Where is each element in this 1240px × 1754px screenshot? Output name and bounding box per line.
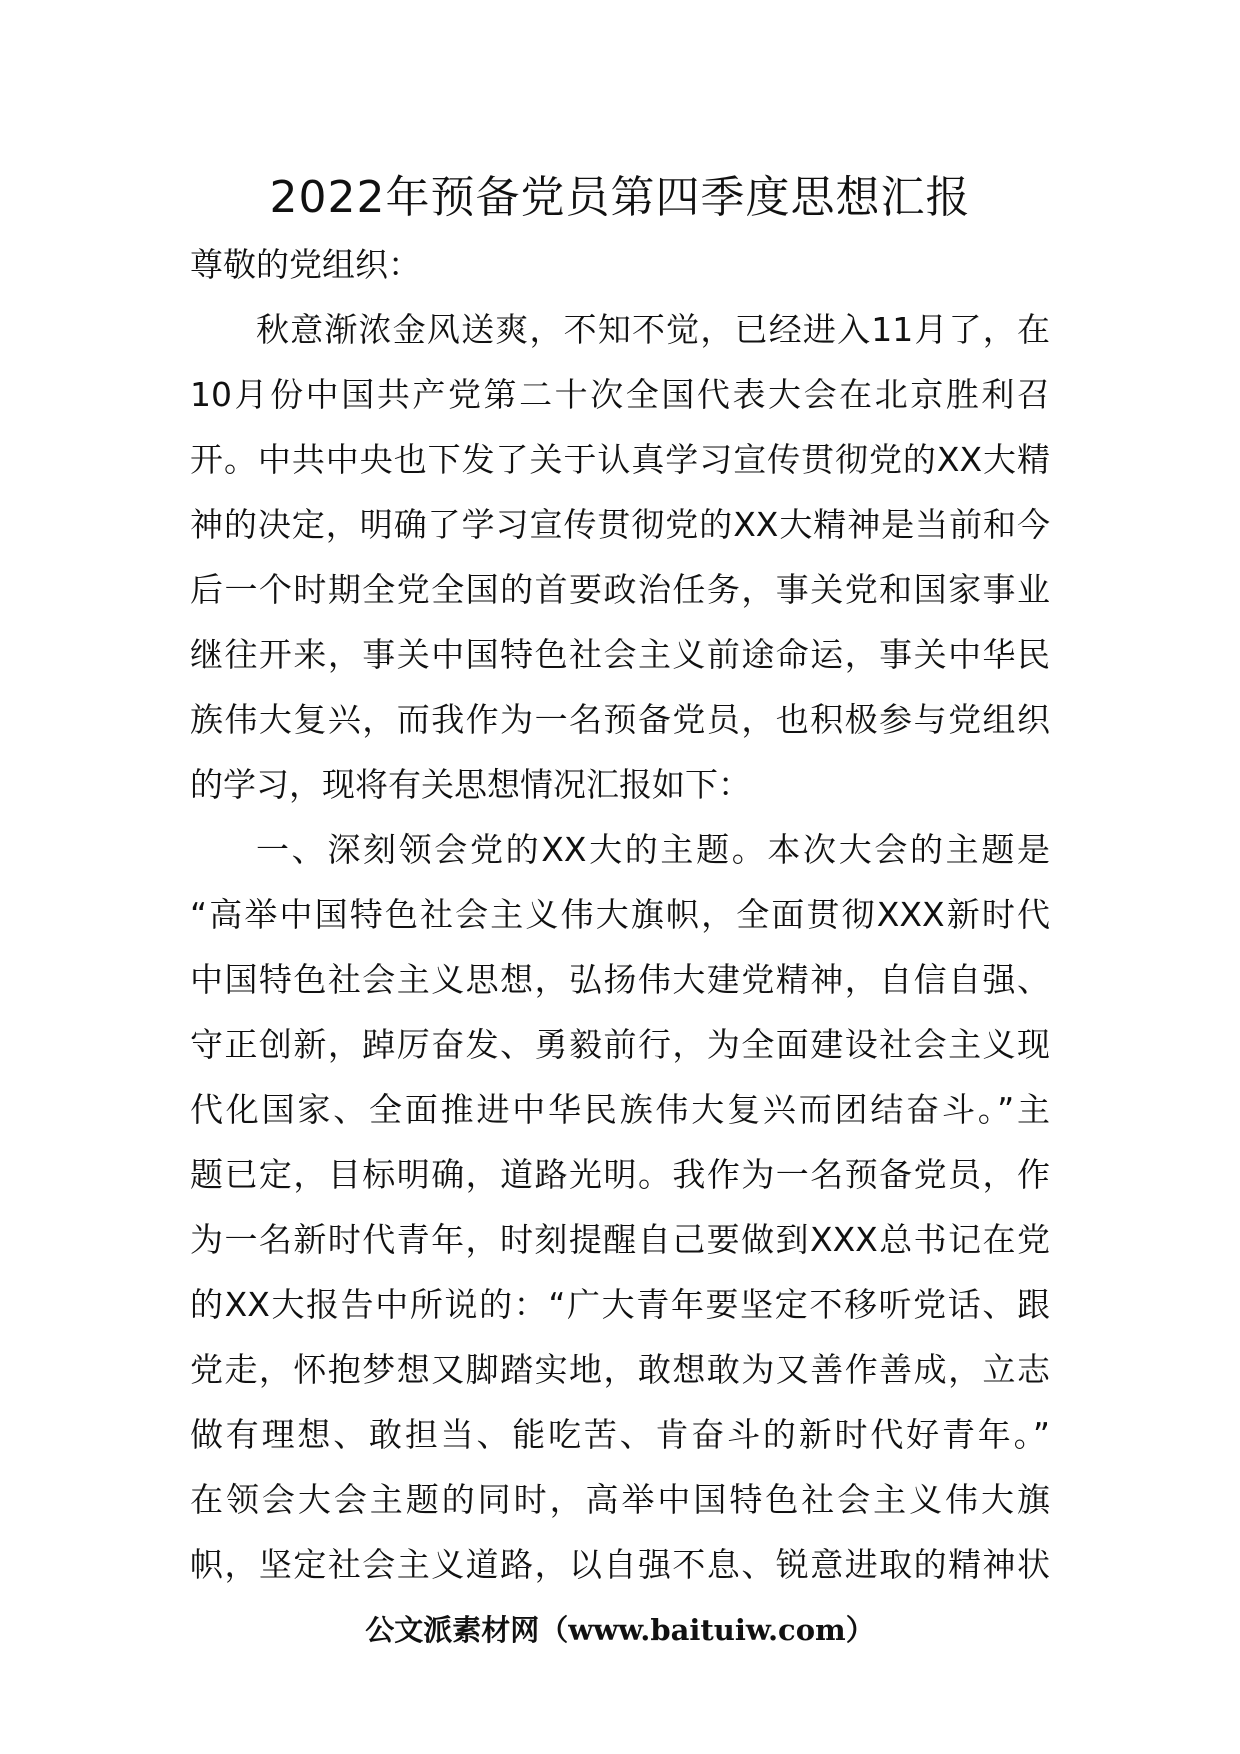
body-line: 守正创新，踔厉奋发、勇毅前行，为全面建设社会主义现 [190, 1025, 1050, 1064]
body-line: 代化国家、全面推进中华民族伟大复兴而团结奋斗。”主 [190, 1090, 1050, 1129]
body-line: 10月份中国共产党第二十次全国代表大会在北京胜利召 [190, 375, 1050, 414]
body-line: 一、深刻领会党的XX大的主题。本次大会的主题是 [256, 830, 1050, 869]
salutation: 尊敬的党组织： [190, 245, 421, 284]
body-line: 后一个时期全党全国的首要政治任务，事关党和国家事业 [190, 570, 1050, 609]
document-body [190, 232, 1050, 1597]
document-title: 2022年预备党员第四季度思想汇报 [269, 172, 971, 223]
body-line: 帜，坚定社会主义道路，以自强不息、锐意进取的精神状 [190, 1545, 1050, 1584]
body-line: 党走，怀抱梦想又脚踏实地，敢想敢为又善作善成，立志 [190, 1350, 1050, 1389]
body-line: “高举中国特色社会主义伟大旗帜，全面贯彻XXX新时代 [190, 895, 1050, 934]
body-line: 在领会大会主题的同时，高举中国特色社会主义伟大旗 [190, 1480, 1050, 1519]
body-line: 题已定，目标明确，道路光明。我作为一名预备党员，作 [190, 1155, 1050, 1194]
body-line: 做有理想、敢担当、能吃苦、肯奋斗的新时代好青年。” [190, 1415, 1050, 1454]
body-line: 为一名新时代青年，时刻提醒自己要做到XXX总书记在党 [190, 1220, 1050, 1259]
body-line: 开。中共中央也下发了关于认真学习宣传贯彻党的XX大精 [190, 440, 1050, 479]
body-line: 的学习，现将有关思想情况汇报如下： [190, 765, 751, 804]
footer-watermark: 公文派素材网（www.baituiw.com） [365, 1613, 875, 1647]
body-line: 的XX大报告中所说的：“广大青年要坚定不移听党话、跟 [190, 1285, 1050, 1324]
body-line: 族伟大复兴，而我作为一名预备党员，也积极参与党组织 [190, 700, 1050, 739]
body-line: 神的决定，明确了学习宣传贯彻党的XX大精神是当前和今 [190, 505, 1050, 544]
body-line: 继往开来，事关中国特色社会主义前途命运，事关中华民 [190, 635, 1050, 674]
body-line: 中国特色社会主义思想，弘扬伟大建党精神，自信自强、 [190, 960, 1050, 999]
body-line: 秋意渐浓金风送爽，不知不觉，已经进入11月了，在 [256, 310, 1050, 349]
